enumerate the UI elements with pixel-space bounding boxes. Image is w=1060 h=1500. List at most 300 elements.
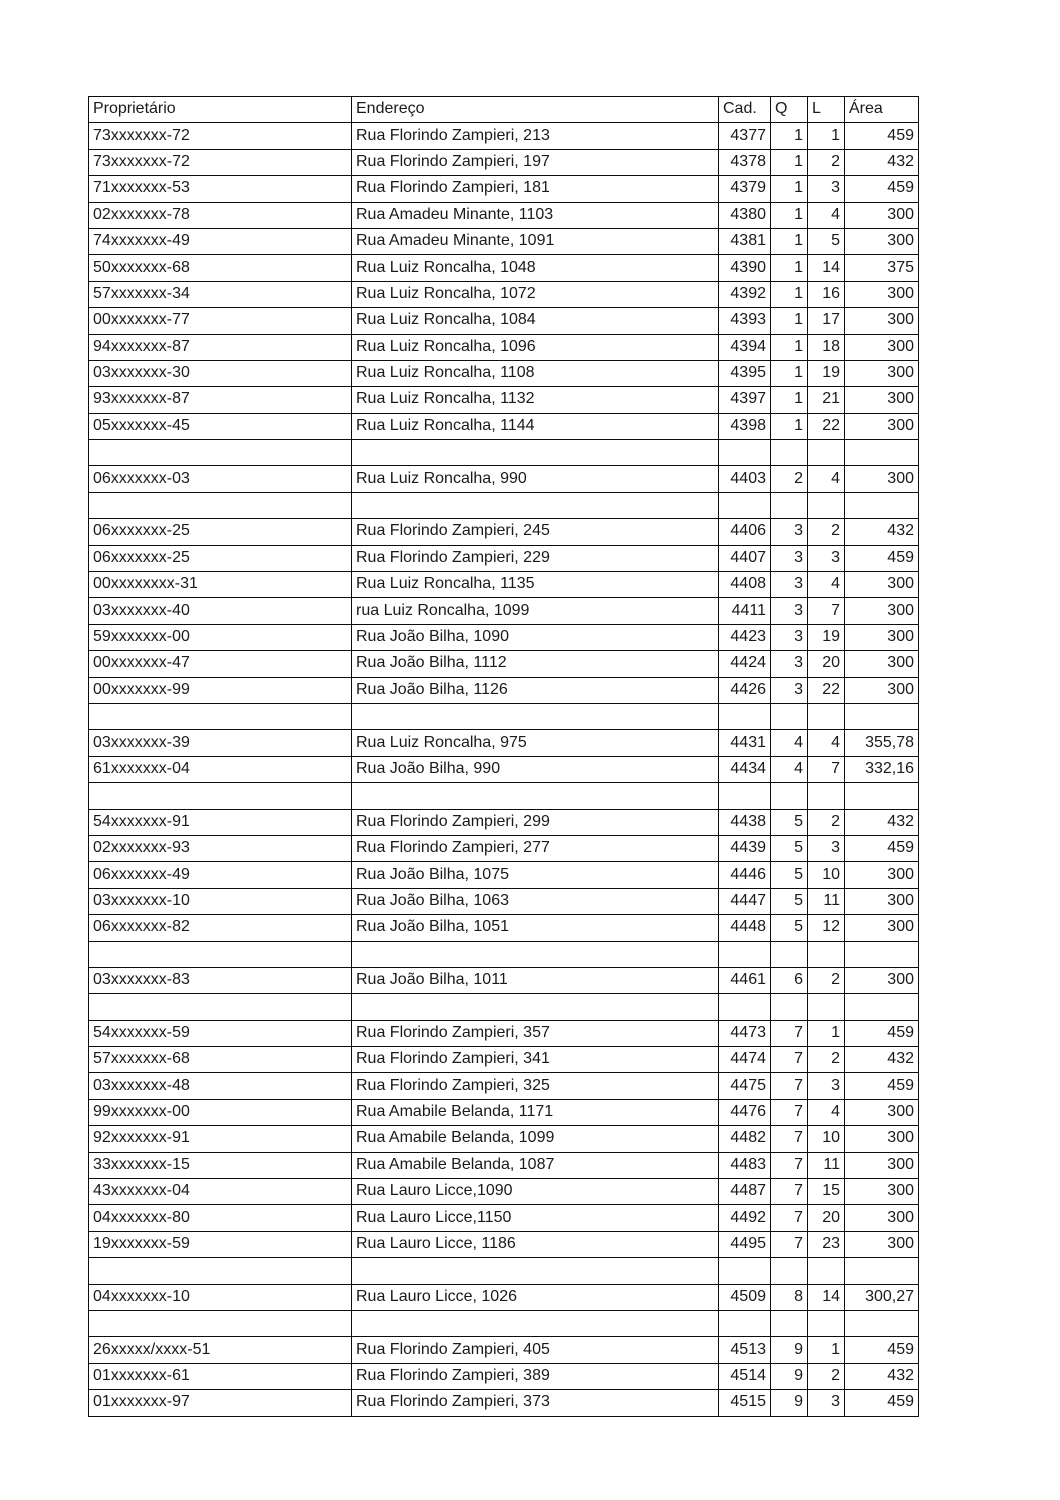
cell-q: 8 (771, 1284, 808, 1310)
cell-endereco: Rua Florindo Zampieri, 181 (352, 176, 719, 202)
cell-l (808, 492, 845, 518)
cell-endereco: Rua João Bilha, 1075 (352, 862, 719, 888)
cell-q (771, 703, 808, 729)
table-row (89, 1073, 919, 1099)
cell-cad: 4397 (719, 387, 771, 413)
cell-endereco: Rua João Bilha, 1126 (352, 677, 719, 703)
cell-proprietario: 93xxxxxxx-87 (89, 387, 352, 413)
cell-endereco (352, 703, 719, 729)
cell-cad: 4380 (719, 202, 771, 228)
cell-endereco: Rua Luiz Roncalha, 1108 (352, 360, 719, 386)
cell-q (771, 994, 808, 1020)
cell-area: 300 (845, 572, 919, 598)
cell-cad: 4381 (719, 228, 771, 254)
cell-cad: 4411 (719, 598, 771, 624)
cell-q (771, 1258, 808, 1284)
cell-endereco: Rua João Bilha, 1090 (352, 624, 719, 650)
cell-l: 3 (808, 545, 845, 571)
cell-l: 11 (808, 888, 845, 914)
cell-l (808, 994, 845, 1020)
cell-cad: 4431 (719, 730, 771, 756)
cell-cad: 4395 (719, 360, 771, 386)
cell-l: 10 (808, 862, 845, 888)
cell-l: 4 (808, 1099, 845, 1125)
cell-q (771, 492, 808, 518)
cell-endereco: Rua João Bilha, 990 (352, 756, 719, 782)
cell-l: 2 (808, 1363, 845, 1389)
cell-l: 5 (808, 228, 845, 254)
table-row (89, 1099, 919, 1125)
cell-q: 7 (771, 1231, 808, 1257)
cell-proprietario: 04xxxxxxx-10 (89, 1284, 352, 1310)
cell-endereco: Rua Amadeu Minante, 1103 (352, 202, 719, 228)
cell-q: 1 (771, 123, 808, 149)
cell-area: 300 (845, 1231, 919, 1257)
empty-row (89, 440, 919, 466)
cell-area: 300 (845, 677, 919, 703)
empty-row (89, 994, 919, 1020)
cell-cad: 4513 (719, 1337, 771, 1363)
cell-cad (719, 492, 771, 518)
cell-endereco: Rua Florindo Zampieri, 213 (352, 123, 719, 149)
cell-cad: 4438 (719, 809, 771, 835)
cell-area (845, 783, 919, 809)
cell-cad (719, 994, 771, 1020)
cell-endereco: Rua Luiz Roncalha, 1096 (352, 334, 719, 360)
cell-proprietario: 00xxxxxxx-99 (89, 677, 352, 703)
cell-endereco: Rua Luiz Roncalha, 1144 (352, 413, 719, 439)
cell-proprietario: 99xxxxxxx-00 (89, 1099, 352, 1125)
cell-l: 2 (808, 1047, 845, 1073)
cell-l: 3 (808, 176, 845, 202)
cell-area (845, 440, 919, 466)
cell-q: 1 (771, 176, 808, 202)
table-row (89, 334, 919, 360)
cell-proprietario (89, 440, 352, 466)
cell-area: 375 (845, 255, 919, 281)
empty-row (89, 1310, 919, 1336)
cell-endereco: Rua Luiz Roncalha, 1084 (352, 308, 719, 334)
cell-area: 300 (845, 1179, 919, 1205)
cell-proprietario: 73xxxxxxx-72 (89, 123, 352, 149)
cell-endereco: Rua Amabile Belanda, 1171 (352, 1099, 719, 1125)
cell-proprietario: 74xxxxxxx-49 (89, 228, 352, 254)
cell-endereco: Rua Luiz Roncalha, 975 (352, 730, 719, 756)
table-row (89, 1152, 919, 1178)
cell-q: 4 (771, 756, 808, 782)
empty-row (89, 703, 919, 729)
cell-area: 300 (845, 413, 919, 439)
cell-proprietario (89, 1258, 352, 1284)
cell-cad: 4448 (719, 915, 771, 941)
cell-area: 300 (845, 651, 919, 677)
cell-l: 1 (808, 1020, 845, 1046)
cell-cad: 4390 (719, 255, 771, 281)
cell-proprietario: 06xxxxxxx-49 (89, 862, 352, 888)
table-row (89, 809, 919, 835)
cell-proprietario: 94xxxxxxx-87 (89, 334, 352, 360)
cell-area: 459 (845, 1073, 919, 1099)
table-row (89, 756, 919, 782)
cell-l: 20 (808, 651, 845, 677)
cell-proprietario: 61xxxxxxx-04 (89, 756, 352, 782)
cell-l: 7 (808, 598, 845, 624)
cell-proprietario: 06xxxxxxx-25 (89, 545, 352, 571)
cell-area: 300 (845, 598, 919, 624)
cell-proprietario: 19xxxxxxx-59 (89, 1231, 352, 1257)
cell-q: 3 (771, 545, 808, 571)
cell-proprietario: 43xxxxxxx-04 (89, 1179, 352, 1205)
cell-cad: 4377 (719, 123, 771, 149)
cell-q: 1 (771, 228, 808, 254)
cell-area: 300 (845, 915, 919, 941)
cell-proprietario: 92xxxxxxx-91 (89, 1126, 352, 1152)
table-row (89, 598, 919, 624)
cell-area: 300 (845, 281, 919, 307)
cell-endereco: Rua Amadeu Minante, 1091 (352, 228, 719, 254)
cell-area: 459 (845, 176, 919, 202)
cell-endereco (352, 1258, 719, 1284)
cell-endereco: Rua Amabile Belanda, 1087 (352, 1152, 719, 1178)
cell-cad (719, 1258, 771, 1284)
cell-area: 300 (845, 624, 919, 650)
cell-l: 17 (808, 308, 845, 334)
cell-proprietario: 03xxxxxxx-48 (89, 1073, 352, 1099)
cell-cad: 4492 (719, 1205, 771, 1231)
cell-proprietario: 03xxxxxxx-30 (89, 360, 352, 386)
cell-cad (719, 941, 771, 967)
cell-q: 5 (771, 915, 808, 941)
cell-cad (719, 783, 771, 809)
cell-endereco (352, 994, 719, 1020)
column-header-q: Q (771, 97, 808, 123)
cell-l: 20 (808, 1205, 845, 1231)
cell-proprietario (89, 703, 352, 729)
column-header-area: Área (845, 97, 919, 123)
cell-endereco: rua Luiz Roncalha, 1099 (352, 598, 719, 624)
cell-cad (719, 1310, 771, 1336)
cell-l: 3 (808, 1390, 845, 1416)
cell-proprietario: 03xxxxxxx-83 (89, 967, 352, 993)
table-row (89, 1337, 919, 1363)
cell-cad: 4378 (719, 149, 771, 175)
cell-endereco: Rua Florindo Zampieri, 299 (352, 809, 719, 835)
cell-proprietario (89, 994, 352, 1020)
cell-proprietario: 03xxxxxxx-39 (89, 730, 352, 756)
cell-area (845, 994, 919, 1020)
table-row (89, 1363, 919, 1389)
cell-endereco: Rua Florindo Zampieri, 341 (352, 1047, 719, 1073)
cell-cad: 4392 (719, 281, 771, 307)
cell-q: 3 (771, 519, 808, 545)
cell-q (771, 941, 808, 967)
cell-area: 432 (845, 519, 919, 545)
cell-l: 2 (808, 149, 845, 175)
cell-q: 5 (771, 888, 808, 914)
cell-proprietario: 00xxxxxxx-47 (89, 651, 352, 677)
cell-proprietario: 01xxxxxxx-61 (89, 1363, 352, 1389)
cell-q: 1 (771, 255, 808, 281)
cell-q: 3 (771, 598, 808, 624)
table-row (89, 202, 919, 228)
cell-l: 19 (808, 360, 845, 386)
cell-endereco: Rua João Bilha, 1051 (352, 915, 719, 941)
cell-area: 432 (845, 1363, 919, 1389)
cell-q: 1 (771, 308, 808, 334)
cell-proprietario: 71xxxxxxx-53 (89, 176, 352, 202)
cell-q (771, 440, 808, 466)
table-row (89, 1231, 919, 1257)
cell-q: 5 (771, 835, 808, 861)
table-row (89, 519, 919, 545)
cell-cad: 4394 (719, 334, 771, 360)
cell-endereco: Rua Luiz Roncalha, 1132 (352, 387, 719, 413)
cell-endereco: Rua Florindo Zampieri, 405 (352, 1337, 719, 1363)
cell-q: 7 (771, 1179, 808, 1205)
cell-endereco (352, 783, 719, 809)
cell-area: 300 (845, 862, 919, 888)
cell-proprietario: 02xxxxxxx-78 (89, 202, 352, 228)
cell-area: 459 (845, 1390, 919, 1416)
cell-endereco: Rua João Bilha, 1112 (352, 651, 719, 677)
cell-endereco: Rua Lauro Licce, 1026 (352, 1284, 719, 1310)
cell-l: 2 (808, 809, 845, 835)
cell-proprietario: 03xxxxxxx-10 (89, 888, 352, 914)
cell-proprietario (89, 783, 352, 809)
cell-endereco: Rua Florindo Zampieri, 229 (352, 545, 719, 571)
cell-q: 1 (771, 281, 808, 307)
cell-q: 1 (771, 334, 808, 360)
cell-l: 11 (808, 1152, 845, 1178)
table-row (89, 123, 919, 149)
cell-q: 5 (771, 809, 808, 835)
cell-cad: 4474 (719, 1047, 771, 1073)
cell-q: 9 (771, 1390, 808, 1416)
cell-area: 432 (845, 809, 919, 835)
table-row (89, 545, 919, 571)
cell-q: 7 (771, 1073, 808, 1099)
empty-row (89, 941, 919, 967)
table-row (89, 1205, 919, 1231)
cell-cad: 4439 (719, 835, 771, 861)
cell-area (845, 1310, 919, 1336)
table-row (89, 387, 919, 413)
cell-q: 9 (771, 1337, 808, 1363)
column-header-cad: Cad. (719, 97, 771, 123)
cell-proprietario: 57xxxxxxx-34 (89, 281, 352, 307)
cell-proprietario: 54xxxxxxx-91 (89, 809, 352, 835)
cell-l (808, 1258, 845, 1284)
table-row (89, 862, 919, 888)
cell-area: 300 (845, 466, 919, 492)
cell-endereco: Rua João Bilha, 1011 (352, 967, 719, 993)
cell-endereco: Rua Lauro Licce, 1186 (352, 1231, 719, 1257)
cell-q: 7 (771, 1020, 808, 1046)
cell-cad: 4514 (719, 1363, 771, 1389)
table-row (89, 281, 919, 307)
cell-cad: 4473 (719, 1020, 771, 1046)
cell-cad: 4446 (719, 862, 771, 888)
cell-endereco: Rua Luiz Roncalha, 1048 (352, 255, 719, 281)
cell-l (808, 440, 845, 466)
cell-l (808, 1310, 845, 1336)
cell-q: 4 (771, 730, 808, 756)
cell-cad: 4447 (719, 888, 771, 914)
cell-endereco: Rua Florindo Zampieri, 277 (352, 835, 719, 861)
column-header-proprietario: Proprietário (89, 97, 352, 123)
cell-q: 1 (771, 413, 808, 439)
cell-l (808, 941, 845, 967)
cell-area: 300 (845, 228, 919, 254)
cell-area: 300 (845, 308, 919, 334)
cell-endereco: Rua Amabile Belanda, 1099 (352, 1126, 719, 1152)
cell-endereco: Rua João Bilha, 1063 (352, 888, 719, 914)
table-row (89, 1047, 919, 1073)
cell-cad: 4483 (719, 1152, 771, 1178)
cell-area (845, 941, 919, 967)
cell-proprietario: 59xxxxxxx-00 (89, 624, 352, 650)
cell-cad: 4398 (719, 413, 771, 439)
table-row (89, 1390, 919, 1416)
cell-endereco (352, 440, 719, 466)
cell-q: 5 (771, 862, 808, 888)
cell-cad: 4495 (719, 1231, 771, 1257)
cell-cad: 4426 (719, 677, 771, 703)
cell-q: 7 (771, 1152, 808, 1178)
table-row (89, 308, 919, 334)
table-row (89, 228, 919, 254)
table-row (89, 1020, 919, 1046)
table-row (89, 1284, 919, 1310)
cell-q: 2 (771, 466, 808, 492)
cell-area: 300 (845, 1126, 919, 1152)
cell-l: 14 (808, 1284, 845, 1310)
cell-q: 7 (771, 1099, 808, 1125)
cell-proprietario: 50xxxxxxx-68 (89, 255, 352, 281)
table-row (89, 176, 919, 202)
cell-area: 432 (845, 1047, 919, 1073)
table-row (89, 651, 919, 677)
cell-area: 300 (845, 967, 919, 993)
cell-cad (719, 703, 771, 729)
cell-cad: 4461 (719, 967, 771, 993)
cell-area: 300 (845, 360, 919, 386)
cell-area: 300 (845, 334, 919, 360)
cell-endereco: Rua Luiz Roncalha, 1072 (352, 281, 719, 307)
empty-row (89, 492, 919, 518)
cell-proprietario: 06xxxxxxx-25 (89, 519, 352, 545)
cell-cad: 4475 (719, 1073, 771, 1099)
cell-l (808, 783, 845, 809)
cell-area: 300 (845, 202, 919, 228)
table-row (89, 1179, 919, 1205)
cell-proprietario: 00xxxxxxx-77 (89, 308, 352, 334)
cell-area: 432 (845, 149, 919, 175)
cell-l: 15 (808, 1179, 845, 1205)
cell-area: 459 (845, 1337, 919, 1363)
cell-l: 16 (808, 281, 845, 307)
table-row (89, 149, 919, 175)
cell-endereco: Rua Luiz Roncalha, 1135 (352, 572, 719, 598)
cell-l (808, 703, 845, 729)
header-row (89, 97, 919, 123)
cell-proprietario: 57xxxxxxx-68 (89, 1047, 352, 1073)
cell-area: 459 (845, 123, 919, 149)
table-row (89, 624, 919, 650)
cell-proprietario: 33xxxxxxx-15 (89, 1152, 352, 1178)
cell-cad: 4407 (719, 545, 771, 571)
cell-proprietario: 04xxxxxxx-80 (89, 1205, 352, 1231)
cell-l: 3 (808, 835, 845, 861)
cell-cad: 4393 (719, 308, 771, 334)
cell-endereco: Rua Florindo Zampieri, 197 (352, 149, 719, 175)
cell-proprietario: 01xxxxxxx-97 (89, 1390, 352, 1416)
table-row (89, 572, 919, 598)
cell-endereco: Rua Florindo Zampieri, 357 (352, 1020, 719, 1046)
table-row (89, 360, 919, 386)
cell-area: 300 (845, 1152, 919, 1178)
cell-l: 14 (808, 255, 845, 281)
cell-area: 300 (845, 387, 919, 413)
table-body (89, 123, 919, 1416)
cell-l: 10 (808, 1126, 845, 1152)
cell-q: 1 (771, 202, 808, 228)
cell-q: 3 (771, 651, 808, 677)
cell-l: 19 (808, 624, 845, 650)
cell-endereco (352, 492, 719, 518)
cell-area: 332,16 (845, 756, 919, 782)
empty-row (89, 783, 919, 809)
cell-q: 1 (771, 149, 808, 175)
table-row (89, 413, 919, 439)
cell-proprietario: 05xxxxxxx-45 (89, 413, 352, 439)
cell-area (845, 1258, 919, 1284)
cell-area: 355,78 (845, 730, 919, 756)
cell-cad: 4423 (719, 624, 771, 650)
cell-q: 7 (771, 1205, 808, 1231)
cell-q: 7 (771, 1126, 808, 1152)
cell-cad: 4379 (719, 176, 771, 202)
property-table (88, 96, 919, 1417)
cell-q: 9 (771, 1363, 808, 1389)
cell-endereco: Rua Florindo Zampieri, 325 (352, 1073, 719, 1099)
cell-area: 459 (845, 545, 919, 571)
cell-endereco (352, 1310, 719, 1336)
empty-row (89, 1258, 919, 1284)
table-row (89, 677, 919, 703)
table-row (89, 1126, 919, 1152)
cell-proprietario (89, 492, 352, 518)
cell-cad: 4487 (719, 1179, 771, 1205)
cell-area: 300,27 (845, 1284, 919, 1310)
cell-proprietario: 03xxxxxxx-40 (89, 598, 352, 624)
cell-endereco: Rua Luiz Roncalha, 990 (352, 466, 719, 492)
cell-cad: 4403 (719, 466, 771, 492)
cell-proprietario: 73xxxxxxx-72 (89, 149, 352, 175)
cell-l: 18 (808, 334, 845, 360)
cell-l: 2 (808, 967, 845, 993)
column-header-endereco: Endereço (352, 97, 719, 123)
cell-proprietario (89, 1310, 352, 1336)
cell-cad: 4482 (719, 1126, 771, 1152)
cell-area (845, 492, 919, 518)
cell-q: 3 (771, 624, 808, 650)
cell-cad: 4509 (719, 1284, 771, 1310)
cell-proprietario (89, 941, 352, 967)
cell-proprietario: 02xxxxxxx-93 (89, 835, 352, 861)
table-row (89, 255, 919, 281)
cell-area: 459 (845, 1020, 919, 1046)
